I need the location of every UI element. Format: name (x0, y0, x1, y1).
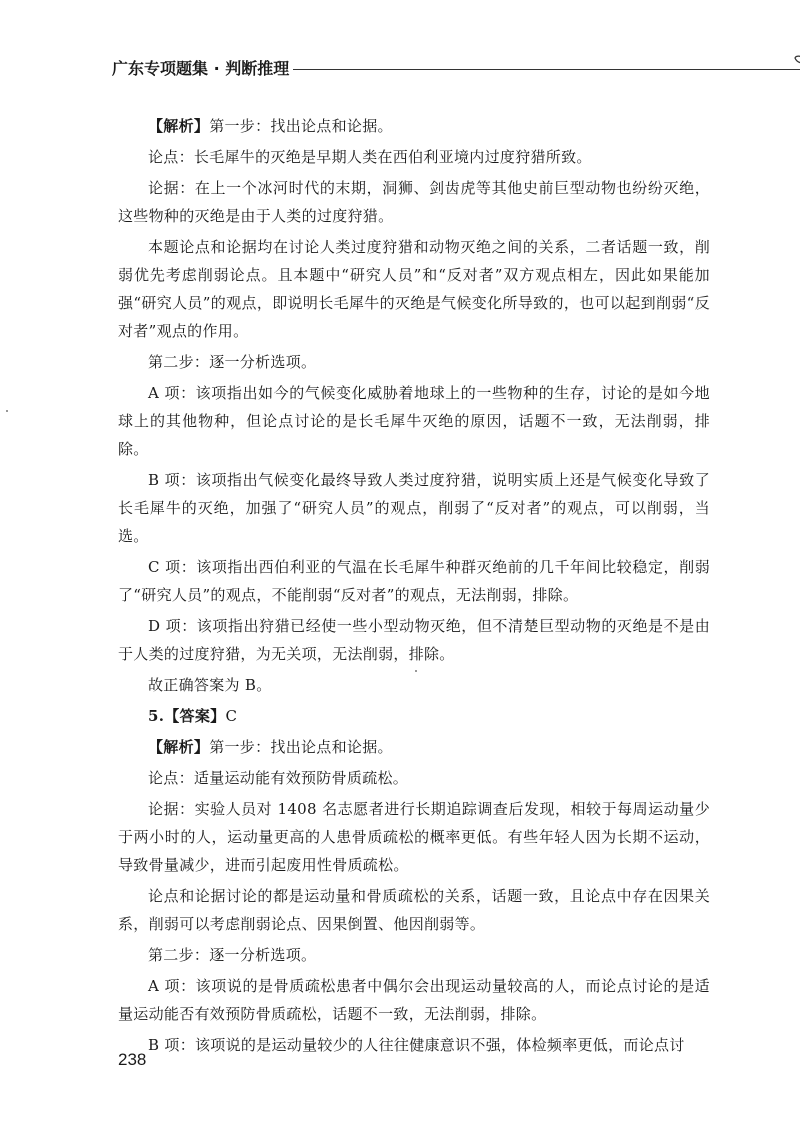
paragraph (118, 466, 710, 550)
paragraph-text: 故正确答案为 B。 (148, 676, 272, 694)
running-header (112, 50, 722, 84)
paragraph (118, 612, 710, 668)
paragraph (118, 702, 710, 730)
paragraph-text: 论据：在上一个冰河时代的末期，洞狮、剑齿虎等其他史前巨型动物也纷纷灭绝，这些物种的灭绝是由于人类的过度狩猎。 (118, 179, 710, 225)
paragraph (118, 764, 710, 792)
paragraph (118, 233, 710, 345)
paragraph (118, 733, 710, 761)
paragraph-text: 第二步：逐一分析选项。 (148, 946, 317, 964)
paragraph (118, 348, 710, 376)
paragraph-text: 论据：实验人员对 1408 名志愿者进行长期追踪调查后发现，相较于每周运动量少于两小时的人，运动量更高的人患骨质疏松的概率更低。有些年轻人因为长期不运动，导致骨量减少，进而引起废用性骨质疏松。 (118, 800, 710, 874)
paragraph (118, 972, 710, 1028)
section-label: 【解析】 (148, 117, 210, 135)
scan-speck (415, 670, 417, 672)
paragraph (118, 882, 710, 938)
paragraph (118, 941, 710, 969)
paragraph-text: D 项：该项指出狩猎已经使一些小型动物灭绝，但不清楚巨型动物的灭绝是不是由于人类的过度狩猎，为无关项，无法削弱，排除。 (118, 617, 710, 663)
paragraph-text: C (225, 707, 238, 725)
sprout-leaf-icon (784, 50, 800, 74)
scan-speck (6, 410, 8, 412)
paragraph (118, 553, 710, 609)
paragraph-text: 本题论点和论据均在讨论人类过度狩猎和动物灭绝之间的关系，二者话题一致，削弱优先考虑削弱论点。且本题中“研究人员”和“反对者”双方观点相左，因此如果能加强“研究人员”的观点，即说明长毛犀牛的灭绝是气候变化所导致的，也可以起到削弱“反对者”观点的作用。 (118, 238, 710, 340)
header-rule (293, 69, 800, 70)
paragraph-text: 第二步：逐一分析选项。 (148, 353, 317, 371)
paragraph-text: 第一步：找出论点和论据。 (209, 117, 393, 135)
paragraph (118, 112, 710, 140)
paragraph (118, 379, 710, 463)
header-title: 广东专项题集 · 判断推理 (112, 59, 290, 78)
paragraph-text: A 项：该项指出如今的气候变化威胁着地球上的一些物种的生存，讨论的是如今地球上的其他物种，但论点讨论的是长毛犀牛灭绝的原因，话题不一致，无法削弱，排除。 (118, 384, 710, 458)
paragraph (118, 671, 710, 699)
page-content (118, 112, 710, 1062)
paragraph-text: 论点和论据讨论的都是运动量和骨质疏松的关系，话题一致，且论点中存在因果关系，削弱可以考虑削弱论点、因果倒置、他因削弱等。 (118, 887, 710, 933)
paragraph (118, 174, 710, 230)
section-label: 【解析】 (148, 738, 210, 756)
paragraph-text: 论点：长毛犀牛的灭绝是早期人类在西伯利亚境内过度狩猎所致。 (148, 148, 592, 166)
paragraph-text: B 项：该项指出气候变化最终导致人类过度狩猎，说明实质上还是气候变化导致了长毛犀牛的灭绝，加强了“研究人员”的观点，削弱了“反对者”的观点，可以削弱，当选。 (118, 471, 710, 545)
paragraph (118, 1031, 710, 1059)
paragraph-text: 第一步：找出论点和论据。 (209, 738, 393, 756)
paragraph-text: C 项：该项指出西伯利亚的气温在长毛犀牛种群灭绝前的几千年间比较稳定，削弱了“研究人员”的观点，不能削弱“反对者”的观点，无法削弱，排除。 (118, 558, 710, 604)
paragraph (118, 143, 710, 171)
section-label: 5.【答案】 (148, 707, 226, 725)
paragraph-text: A 项：该项说的是骨质疏松患者中偶尔会出现运动量较高的人，而论点讨论的是适量运动能否有效预防骨质疏松，话题不一致，无法削弱，排除。 (118, 977, 710, 1023)
page-number: 238 (118, 1050, 147, 1069)
paragraph-text: 论点：适量运动能有效预防骨质疏松。 (148, 769, 409, 787)
paragraph (118, 795, 710, 879)
paragraph-text: B 项：该项说的是运动量较少的人往往健康意识不强，体检频率更低，而论点讨 (148, 1036, 685, 1054)
